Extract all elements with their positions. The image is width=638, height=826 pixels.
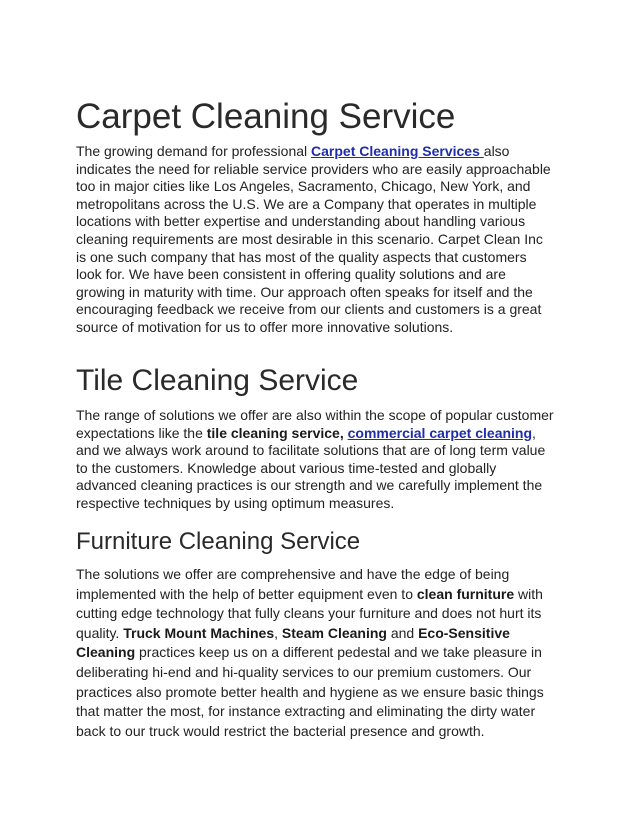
furniture-paragraph-text-1: The solutions we offer are comprehensive and have the edge of being implemented with the help of better equipment even to [76,566,510,602]
tile-cleaning-paragraph [76,407,556,513]
furniture-paragraph-text-2: with cutting edge technology that fully cleans your furniture and does not hurt its quality. [76,585,543,641]
furniture-cleaning-paragraph [76,565,556,741]
tile-paragraph-text-2: , and we always work around to facilitate solutions that are of long term value to the customers. Knowledge about various time-tested and globally advanced cleaning practices is our strength and we carefully implement the respective techniques by using optimum measures. [76,424,546,511]
clean-furniture-bold: clean furniture [416,585,515,602]
truck-mount-machines-bold: Truck Mount Machines [123,624,275,641]
carpet-cleaning-services-link[interactable]: Carpet Cleaning Services [311,143,484,159]
commercial-carpet-cleaning-link[interactable]: commercial carpet cleaning [347,424,533,441]
carpet-paragraph-text-2: also indicates the need for reliable service providers who are easily approachable too in major cities like Los Angeles, Sacramento, Chicago, New York, and metropolitans across the U.S. We are a Company that operates in multiple locations with better expertise and understanding about handling various cleaning requirements are most desirable in this scenario. Carpet Clean Inc is one such company that has most of the quality aspects that customers look for. We have been consistent in offering quality solutions and are growing in maturity with time. Our approach often speaks for itself and the encouraging feedback we receive from our clients and customers is a great source of motivation for us to offer more innovative solutions. [76,143,551,335]
furniture-paragraph-text-4: and [386,624,419,641]
tile-cleaning-heading: Tile Cleaning Service [76,364,359,397]
furniture-paragraph-text-3: , [274,624,282,641]
furniture-paragraph-text-5: practices keep us on a different pedestal and we take pleasure in deliberating hi-end and hi-quality services to our premium customers. Our practices also promote better health and hygiene as we ensure basic things that matter the most, for instance extracting and eliminating the dirty water back to our truck would restrict the bacterial presence and growth. [76,644,544,739]
carpet-paragraph-text-1: The growing demand for professional [76,143,312,159]
eco-sensitive-cleaning-bold: Eco-Sensitive Cleaning [76,624,510,661]
furniture-cleaning-heading: Furniture Cleaning Service [76,528,361,555]
steam-cleaning-bold: Steam Cleaning [281,624,387,641]
tile-paragraph-text-1: The range of solutions we offer are also within the scope of popular customer expectations like the [76,407,554,441]
carpet-cleaning-heading: Carpet Cleaning Service [76,97,456,136]
carpet-cleaning-paragraph [76,143,556,337]
tile-cleaning-bold: tile cleaning service, [206,424,348,441]
